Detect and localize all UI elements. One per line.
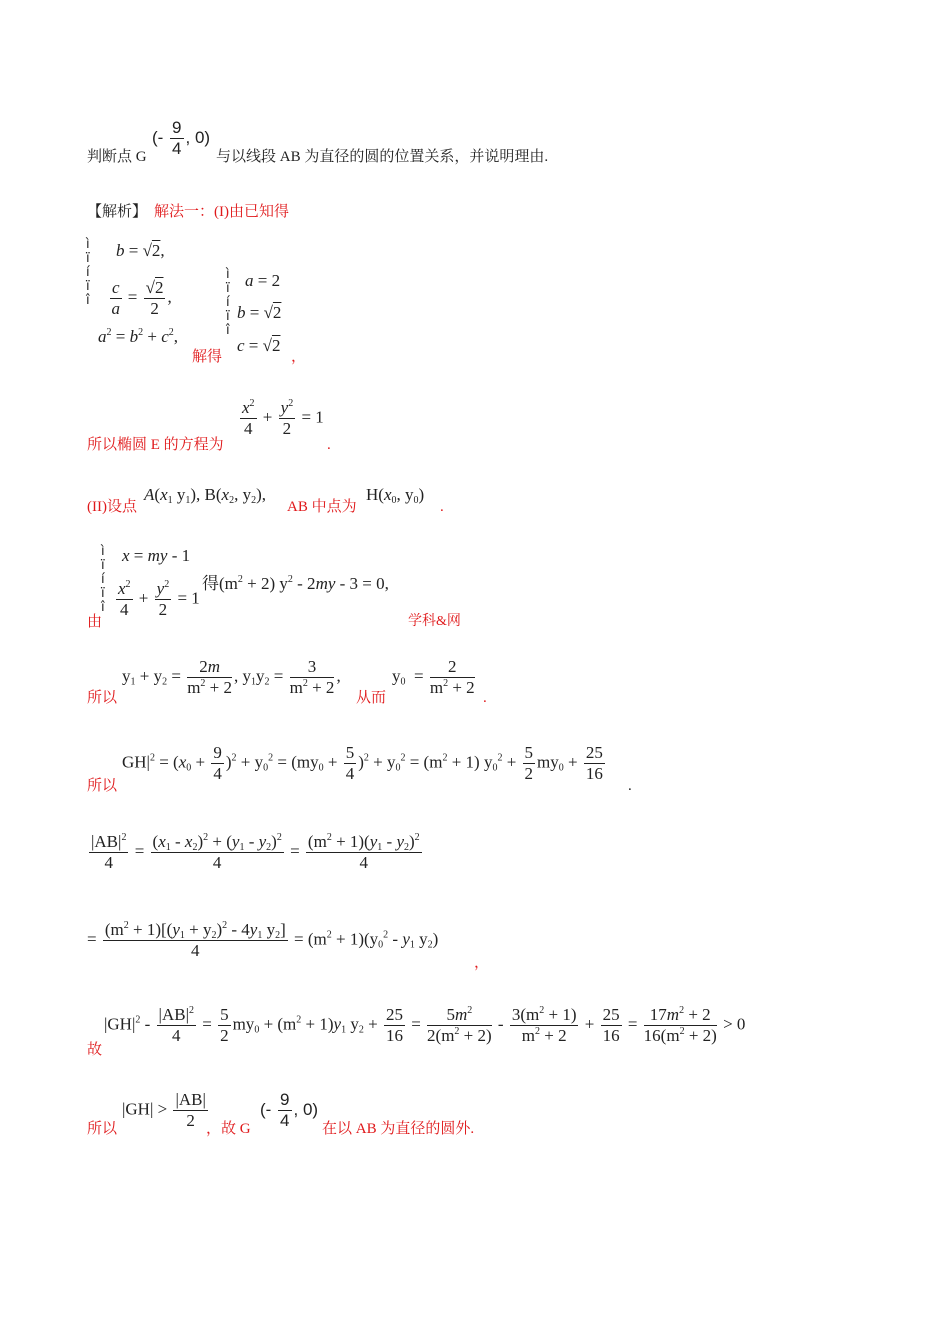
gh-gt-ab: |GH| > $\frac{|AB|}{2}$ xyxy=(122,1090,206,1130)
points-ab: $A(x_1$ $y_1$), $B(x_2$, $y_2$), xyxy=(144,485,266,506)
midpoint-label: AB 中点为 xyxy=(287,499,357,515)
analysis-tag: 【解析】 xyxy=(87,204,148,220)
watermark: 学科&网 xyxy=(408,614,461,629)
congEr: 从而 xyxy=(356,690,387,706)
eq-ca: $\frac{c}{a}$ = $\frac{√2}{2}$ , xyxy=(111,278,172,318)
eq-abc: $a^2 = b^2 + c^2$, xyxy=(98,327,178,346)
period-1: . xyxy=(327,437,331,453)
question-suffix: 与以线段 AB 为直径的圆的位置关系，并说明理由. xyxy=(216,149,549,165)
gh-eq: $GH|^2 = (x_0$ + $\frac{9}{4}$ )$^2 + y_0^2 = (my_0$ + $\frac{5}{4}$ )$^2 + y_0^2 = (m^2 + 1) y_0^2$ + $\frac{5}{2}$ $my_0$ + $\frac{25}{16}$ xyxy=(122,743,603,783)
point-g-coords-2: (- $\frac{9}{4}$ , 0) xyxy=(260,1090,319,1130)
question-prefix: 判断点 G xyxy=(87,149,147,165)
document-page: 判断点 G (- $\frac{9}{4}$ , 0) 与以线段 AB 为直径的圆的位置关系，并说明理由. 【解析】 解法一：(I)由已知得 ì ï í ï î b = √2, $\frac{c}{a}$ = $\frac{√2}{2}$ , $a^2 = b^2 + c^2$, 解得 ì ï í ï î a = 2 b = √2 c = √2 ， 所以椭圆 E 的方程为 $\frac{x^2}{4}$ + $\frac{y^2}{2}$ = 1 . (II)设点 $A(x_1$ $y_1$), $B(x_2$, $y_2$), AB 中点为 $H(x_0$, $y_0$) . ì ï í ï î x = my - 1 $\frac{x^2}{4}$ + $\frac{y^2}{2}$ = 1 由 得$(m^2 + 2)$ $y^2 - 2my - 3 = 0$, 学科&网 所以 $y_1 + y_2$ = $\frac{2m}{m^2 + 2}$ , $y_1y_2$ = $\frac{3}{m^2 + 2}$ , 从而 $y_0$ = $\frac{2}{m^2 + 2}$ . 所以 $GH|^2 = (x_0$ + $\frac{9}{4}$ )$^2 + y_0^2 = (my_0$ + $\frac{5}{4}$ )$^2 + y_0^2 = (m^2 + 1) y_0^2$ + $\frac{5}{2}$ $my_0$ + $\frac{25}{16}$ . $\frac{|AB|^2}{4}$ = $\frac{(x_1 - x_2)^2 + (y_1 - y_2)^2}{4}$ = $\frac{(m^2 + 1)(y_1 - y_2)^2}{4}$ = $\frac{(m^2 + 1)[(y_1 + y_2)^2 - 4y_1 y_2]}{4}$ = $(m^2 + 1)(y_0^2 - y_1$ $y_2$) ， 故 $|GH|^2$ - $\frac{|AB|^2}{4}$ = $\frac{5}{2}$ $my_0 + (m^2 + 1)y_1$ $y_2$ + $\frac{25}{16}$ = $\frac{5m^2}{2(m^2 + 2)}$ - $\frac{3(m^2 + 1)}{m^2 + 2}$ + $\frac{25}{16}$ = $\frac{17m^2 + 2}{16(m^2 + 2)}$ > 0 所以 |GH| > $\frac{|AB|}{2}$ ，故 G (- $\frac{9}{4}$ , 0) 在以 AB 为直径的圆外. xyxy=(86,118,746,1137)
eq-b2: b = √2 xyxy=(237,303,282,322)
suoyi-1: 所以 xyxy=(87,690,118,706)
solved-label: 解得 xyxy=(192,349,223,365)
eq-line: x = my - 1 xyxy=(122,546,191,565)
period-2: . xyxy=(440,499,444,515)
ellipse-prefix: 所以椭圆 E 的方程为 xyxy=(87,437,224,453)
quadratic: 得$(m^2 + 2)$ $y^2 - 2my - 3 = 0$, xyxy=(202,574,389,593)
comma: ， xyxy=(291,349,307,365)
eq-ellipse: $\frac{x^2}{4}$ + $\frac{y^2}{2}$ = 1 xyxy=(118,579,200,619)
gu-label: 故 xyxy=(87,1042,103,1058)
difference-eq: $|GH|^2$ - $\frac{|AB|^2}{4}$ = $\frac{5}{2}$ $my_0 + (m^2 + 1)y_1$ $y_2$ + $\frac{25}{16}$ = $\frac{5m^2}{2(m^2 + 2)}$ - $\frac{3(m^2 + 1)}{m^2 + 2}$ + $\frac{25}{16}$ = $\frac{17m^2 + 2}{16(m^2 + 2)}$ > 0 xyxy=(104,1005,746,1045)
final-mid: ，故 G xyxy=(206,1121,251,1137)
set-points-prefix: (II)设点 xyxy=(87,499,137,515)
ab-eq: $\frac{|AB|^2}{4}$ = $\frac{(x_1 - x_2)^2 + (y_1 - y_2)^2}{4}$ = $\frac{(m^2 + 1)(y_1 - y_2)^2}{4}$ xyxy=(91,832,420,872)
eq-c2: c = √2 xyxy=(237,336,281,355)
period-4: . xyxy=(628,778,632,794)
period-3: . xyxy=(483,690,487,706)
ellipse-equation: $\frac{x^2}{4}$ + $\frac{y^2}{2}$ = 1 xyxy=(242,398,324,438)
final-post: 在以 AB 为直径的圆外. xyxy=(322,1121,475,1137)
eq-a2: a = 2 xyxy=(245,271,281,290)
midpoint-h: $H(x_0$, $y_0$) xyxy=(366,485,425,506)
suoyi-3: 所以 xyxy=(87,1121,118,1137)
point-g-coords: (- $\frac{9}{4}$ , 0) xyxy=(152,118,211,158)
eq-b: b = √2, xyxy=(116,241,165,260)
y0-eq: $y_0$ = $\frac{2}{m^2 + 2}$ xyxy=(392,657,475,697)
you-label: 由 xyxy=(87,614,103,630)
vieta-eq: $y_1 + y_2$ = $\frac{2m}{m^2 + 2}$ , $y_1y_2$ = $\frac{3}{m^2 + 2}$ , xyxy=(122,657,341,697)
comma-2: ， xyxy=(474,955,490,971)
suoyi-2: 所以 xyxy=(87,778,118,794)
analysis-method: 解法一：(I)由已知得 xyxy=(154,204,289,220)
ab-continued-eq: = $\frac{(m^2 + 1)[(y_1 + y_2)^2 - 4y_1 y_2]}{4}$ = $(m^2 + 1)(y_0^2 - y_1$ $y_2$) xyxy=(87,920,439,960)
de-label: 得 xyxy=(202,574,219,593)
